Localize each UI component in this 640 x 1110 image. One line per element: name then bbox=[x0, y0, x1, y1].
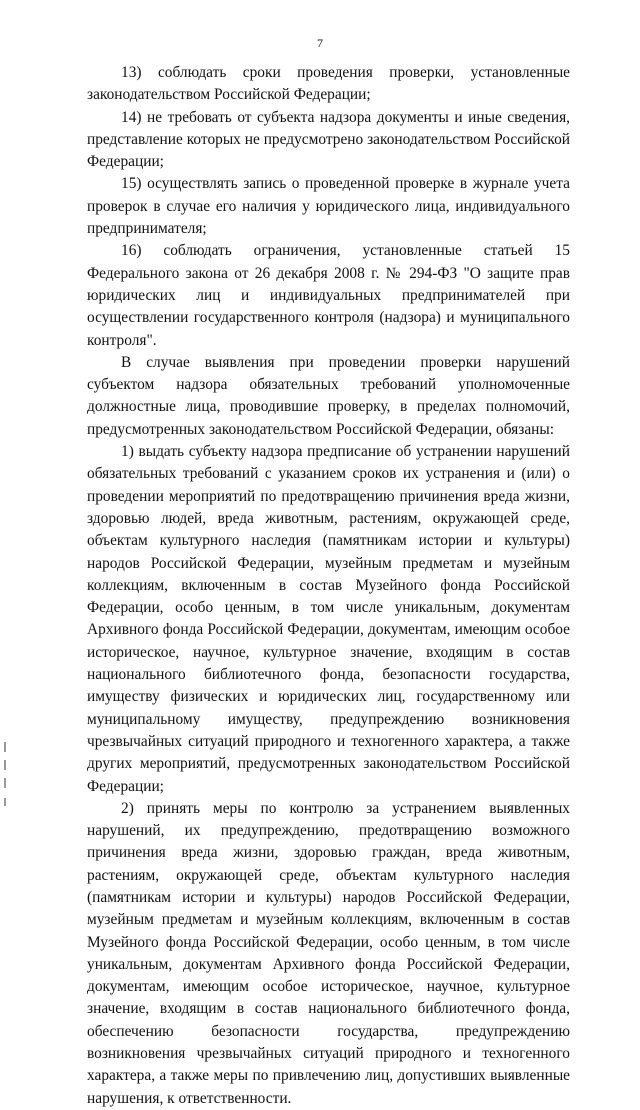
page-number: 7 bbox=[317, 36, 323, 50]
scan-edge-mark bbox=[4, 742, 6, 752]
document-body bbox=[87, 62, 570, 1110]
paragraph-item-15: 15) осуществлять запись о проведенной проверке в журнале учета проверок в случае его наличия у юридического лица, индивидуального предпринимателя; bbox=[87, 175, 570, 238]
paragraph-item-13: 13) соблюдать сроки проведения проверки, установленные законодательством Российской Федерации; bbox=[87, 64, 570, 104]
paragraph-obligation-1: 1) выдать субъекту надзора предписание об устранении нарушений обязательных требований с указанием сроков их устранения и (или) о проведении мероприятий по предотвращению причинения вреда жизни, здоровью людей, вреда животным, растениям, окружающей среде, объектам культурного наследия (памятникам истории и культуры) народов Российской Федерации, музейным предметам и музейным коллекциям, включенным в состав Музейного фонда Российской Федерации, особо ценным, в том числе уникальным, документам Архивного фонда Российской Федерации, документам, имеющим особое историческое, научное, культурное значение, входящим в состав национального библиотечного фонда, безопасности государства, имуществу физических и юридических лиц, государственному или муниципальному имуществу, предупреждению возникновения чрезвычайных ситуаций природного и техногенного характера, а также других мероприятий, предусмотренных законодательством Российской Федерации; bbox=[87, 443, 570, 795]
paragraph-item-14: 14) не требовать от субъекта надзора документы и иные сведения, представление которых не предусмотрено законодательством Российской Федерации; bbox=[87, 108, 570, 171]
paragraph-obligation-2: 2) принять меры по контролю за устранением выявленных нарушений, их предупреждению, предотвращению возможного причинения вреда жизни, здоровью граждан, вреда животным, растениям, окружающей среде, объектам культурного наследия (памятникам истории и культуры) народов Российской Федерации, музейным предметам и музейным коллекциям, включенным в состав Музейного фонда Российской Федерации, особо ценным, в том числе уникальным, документам Архивного фонда Российской Федерации, документам, имеющим особое историческое, научное, культурное значение, входящим в состав национального библиотечного фонда, обеспечению безопасности государства, предупреждению возникновения чрезвычайных ситуаций природного и техногенного характера, а также меры по привлечению лиц, допустивших выявленные нарушения, к ответственности. bbox=[87, 799, 570, 1107]
paragraph-item-16: 16) соблюдать ограничения, установленные статьей 15 Федерального закона от 26 декабря 2008 г. № 294-ФЗ "О защите прав юридических лиц и индивидуальных предпринимателей при осуществлении государственного контроля (надзора) и муниципального контроля". bbox=[87, 242, 570, 349]
scan-edge-mark bbox=[4, 798, 6, 806]
scan-edge-mark bbox=[4, 760, 6, 770]
paragraph-violations-intro: В случае выявления при проведении проверки нарушений субъектом надзора обязательных требований уполномоченные должностные лица, проводившие проверку, в пределах полномочий, предусмотренных законодательством Российской Федерации, обязаны: bbox=[87, 353, 570, 438]
scan-edge-mark bbox=[4, 778, 6, 788]
